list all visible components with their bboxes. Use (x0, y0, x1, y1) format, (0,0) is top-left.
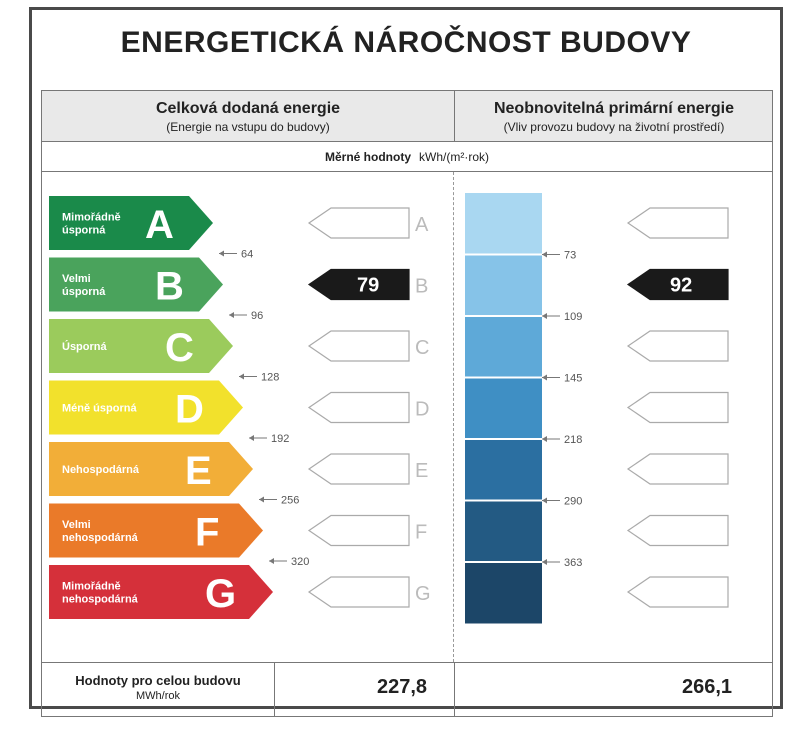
class-label-f: Velmi (62, 519, 91, 531)
class-letter-d: D (175, 387, 204, 432)
primary-threshold-arrowhead (542, 559, 547, 565)
primary-threshold-arrowhead (542, 252, 547, 258)
delivered-threshold-label: 192 (271, 433, 290, 445)
delivered-total: 227,8 (377, 676, 428, 698)
delivered-threshold-arrowhead (229, 312, 234, 318)
primary-scale-block-f (465, 501, 542, 563)
primary-indicator-c (628, 331, 728, 361)
delivered-letter-c: C (415, 337, 430, 359)
delivered-letter-b: B (415, 275, 429, 298)
delivered-threshold-label: 64 (241, 248, 254, 261)
primary-threshold-arrowhead (542, 375, 547, 381)
primary-threshold-label: 218 (564, 434, 583, 446)
delivered-threshold-arrowhead (249, 435, 254, 441)
primary-scale-block-a (465, 193, 542, 255)
specific-values-unit: kWh/(m²·rok) (419, 150, 489, 164)
class-label-d: Méně úsporná (62, 402, 137, 415)
delivered-indicator-c (309, 331, 409, 361)
left-header-title: Celková dodaná energie (155, 100, 341, 117)
footer-divider (454, 663, 455, 716)
primary-threshold-arrowhead (542, 436, 547, 442)
class-label-f: nehospodárná (62, 532, 138, 544)
delivered-threshold-arrowhead (239, 374, 244, 380)
specific-values-label: Měrné hodnoty (325, 150, 411, 164)
delivered-threshold-arrowhead (259, 497, 264, 503)
left-header-subtitle: (Energie na vstupu do budovy) (166, 120, 330, 134)
delivered-threshold-label: 128 (261, 371, 280, 384)
primary-threshold-label: 363 (564, 557, 583, 569)
delivered-threshold-label: 96 (251, 310, 264, 322)
energy-scale (32, 10, 780, 710)
primary-scale-block-b (465, 255, 542, 317)
primary-value: 92 (670, 274, 693, 297)
primary-indicator-g (628, 577, 728, 607)
delivered-letter-d: D (415, 398, 430, 421)
delivered-letter-a: A (415, 214, 429, 236)
class-letter-b: B (155, 264, 184, 309)
primary-indicator-f (628, 516, 728, 546)
primary-indicator-a (628, 208, 728, 238)
delivered-letter-e: E (415, 460, 429, 482)
class-label-c: Úsporná (62, 341, 107, 353)
delivered-threshold-arrowhead (219, 251, 224, 257)
delivered-indicator-f (309, 516, 409, 546)
class-letter-f: F (195, 510, 220, 555)
primary-threshold-label: 145 (564, 372, 583, 385)
primary-scale-block-d (465, 378, 542, 440)
class-label-g: nehospodárná (62, 593, 138, 606)
primary-threshold-arrowhead (542, 498, 547, 504)
label-frame (29, 7, 783, 709)
primary-scale-block-g (465, 562, 542, 624)
right-header-subtitle: (Vliv provozu budovy na životní prostředí) (503, 120, 725, 134)
delivered-indicator-e (309, 454, 409, 484)
class-label-b: úsporná (62, 286, 106, 298)
delivered-threshold-label: 320 (291, 556, 310, 568)
primary-threshold-label: 290 (564, 495, 583, 508)
page-title: ENERGETICKÁ NÁROČNOST BUDOVY (120, 26, 692, 59)
primary-scale-block-c (465, 316, 542, 378)
delivered-indicator-a (309, 208, 409, 238)
class-letter-g: G (205, 572, 237, 616)
right-header-title: Neobnovitelná primární energie (493, 100, 735, 117)
delivered-indicator-d (309, 393, 409, 423)
totals-label: Hodnoty pro celou budovu (75, 673, 241, 688)
totals-unit: MWh/rok (136, 690, 180, 702)
class-label-a: úsporná (62, 224, 106, 237)
class-label-e: Nehospodárná (62, 464, 140, 476)
delivered-threshold-label: 256 (281, 494, 300, 507)
primary-threshold-arrowhead (542, 313, 547, 319)
class-letter-a: A (145, 203, 174, 247)
class-label-g: Mimořádně (62, 580, 121, 593)
primary-total: 266,1 (682, 676, 733, 698)
primary-threshold-label: 109 (564, 311, 583, 323)
delivered-letter-g: G (415, 583, 431, 605)
totals-row (41, 662, 773, 717)
primary-indicator-d (628, 393, 728, 423)
delivered-value: 79 (357, 274, 380, 297)
primary-threshold-label: 73 (564, 249, 577, 262)
class-label-a: Mimořádně (62, 211, 121, 224)
delivered-letter-f: F (415, 521, 428, 544)
delivered-indicator-g (309, 577, 409, 607)
totals-label-cell (42, 663, 275, 716)
primary-scale-block-e (465, 439, 542, 501)
primary-indicator-e (628, 454, 728, 484)
class-letter-e: E (185, 449, 212, 493)
class-letter-c: C (165, 326, 194, 370)
class-label-b: Velmi (62, 273, 91, 285)
delivered-threshold-arrowhead (269, 558, 274, 564)
